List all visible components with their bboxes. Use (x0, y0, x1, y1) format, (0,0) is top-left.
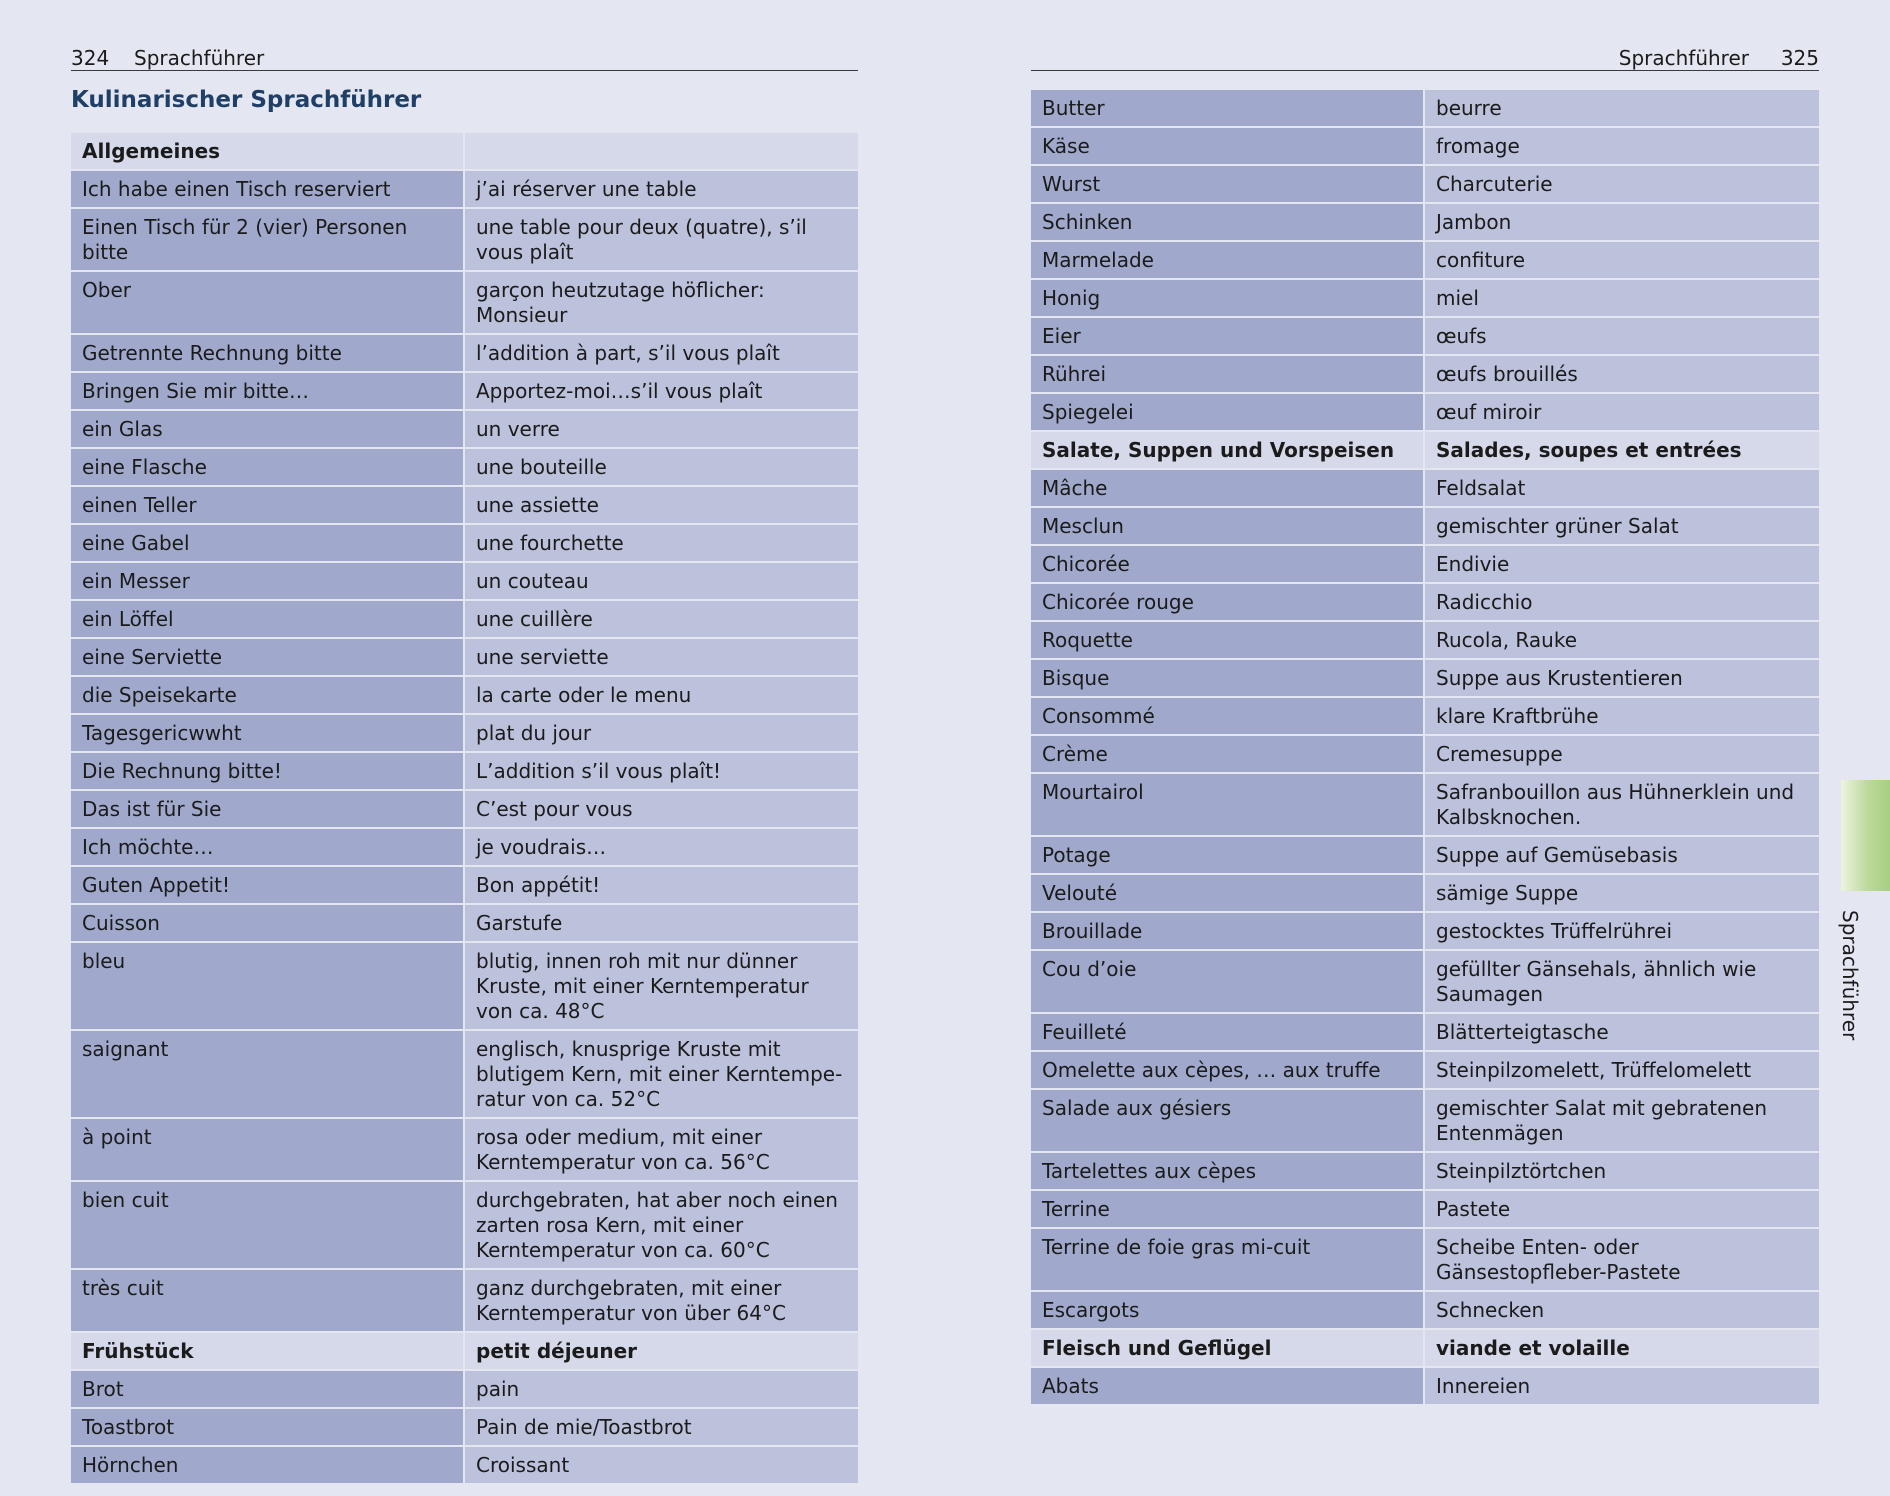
german-cell: ein Löffel (71, 600, 464, 638)
french-cell: Suppe auf Gemüsebasis (1424, 836, 1819, 874)
table-row (1031, 165, 1819, 203)
section-header-row (1031, 1329, 1819, 1367)
french-cell: gestocktes Trüffelrührei (1424, 912, 1819, 950)
french-cell: C’est pour vous (464, 790, 858, 828)
german-cell: die Speisekarte (71, 676, 464, 714)
page-header (1031, 38, 1819, 71)
french-cell: une serviette (464, 638, 858, 676)
french-cell: la carte oder le menu (464, 676, 858, 714)
table-row (1031, 90, 1819, 127)
table-row (71, 271, 858, 334)
table-row (1031, 1152, 1819, 1190)
german-cell: Omelette aux cèpes, … aux truffe (1031, 1051, 1424, 1089)
table-row (71, 372, 858, 410)
german-cell: Käse (1031, 127, 1424, 165)
table-row (71, 1118, 858, 1181)
french-cell: une fourchette (464, 524, 858, 562)
german-cell: Schinken (1031, 203, 1424, 241)
french-cell: Rucola, Rauke (1424, 621, 1819, 659)
german-cell: saignant (71, 1030, 464, 1118)
german-cell: Crème (1031, 735, 1424, 773)
french-cell: Radicchio (1424, 583, 1819, 621)
french-cell (464, 133, 858, 170)
section-header-row (1031, 431, 1819, 469)
german-cell: Guten Appetit! (71, 866, 464, 904)
table-row (71, 600, 858, 638)
german-cell: ein Messer (71, 562, 464, 600)
table-row (1031, 874, 1819, 912)
french-cell: blutig, innen roh mit nur dünner Kruste, mit einer Kerntemperatur von ca. 48°C (464, 942, 858, 1030)
french-cell: gemischter grüner Salat (1424, 507, 1819, 545)
french-cell: Suppe aus Krustentieren (1424, 659, 1819, 697)
french-cell: Endivie (1424, 545, 1819, 583)
german-cell: Eier (1031, 317, 1424, 355)
table-row (1031, 241, 1819, 279)
french-cell: Apportez-moi…s’il vous plaît (464, 372, 858, 410)
french-cell: Blätterteigtasche (1424, 1013, 1819, 1051)
german-cell: Ober (71, 271, 464, 334)
table-row (1031, 127, 1819, 165)
page-number: 325 (1780, 46, 1819, 70)
table-row (71, 752, 858, 790)
french-cell: Salades, soupes et entrées (1424, 431, 1819, 469)
table-row (1031, 583, 1819, 621)
german-cell: Einen Tisch für 2 (vier) Personen bitte (71, 208, 464, 271)
page-number: 324 (71, 46, 110, 70)
french-cell: j’ai réserver une table (464, 170, 858, 208)
french-cell: œufs brouillés (1424, 355, 1819, 393)
french-cell: œufs (1424, 317, 1819, 355)
table-row (1031, 317, 1819, 355)
table-row (71, 1408, 858, 1446)
french-cell: gemischter Salat mit gebratenen Entenmägen (1424, 1089, 1819, 1152)
table-row (1031, 1051, 1819, 1089)
german-cell: Butter (1031, 90, 1424, 127)
german-cell: Potage (1031, 836, 1424, 874)
french-cell: Schnecken (1424, 1291, 1819, 1329)
french-cell: fromage (1424, 127, 1819, 165)
table-row (1031, 545, 1819, 583)
french-cell: une bouteille (464, 448, 858, 486)
german-cell: Toastbrot (71, 1408, 464, 1446)
table-row (71, 828, 858, 866)
german-cell: Brouillade (1031, 912, 1424, 950)
table-row (71, 866, 858, 904)
french-cell: Safranbouillon aus Hühnerklein und Kalbsknochen. (1424, 773, 1819, 836)
french-cell: plat du jour (464, 714, 858, 752)
french-cell: viande et volaille (1424, 1329, 1819, 1367)
german-cell: Consommé (1031, 697, 1424, 735)
table-row (71, 334, 858, 372)
french-cell: Steinpilztörtchen (1424, 1152, 1819, 1190)
french-cell: Croissant (464, 1446, 858, 1484)
table-row (71, 790, 858, 828)
french-cell: ganz durchgebraten, mit einer Kerntemperatur von über 64°C (464, 1269, 858, 1332)
table-row (71, 208, 858, 271)
german-cell: Das ist für Sie (71, 790, 464, 828)
table-row (1031, 735, 1819, 773)
table-row (1031, 1291, 1819, 1329)
french-cell: rosa oder medium, mit einer Kerntemperatur von ca. 56°C (464, 1118, 858, 1181)
french-cell: Steinpilzomelett, Trüffelomelett (1424, 1051, 1819, 1089)
german-cell: Salade aux gésiers (1031, 1089, 1424, 1152)
french-cell: L’addition s’il vous plaît! (464, 752, 858, 790)
french-cell: Pain de mie/Toastbrot (464, 1408, 858, 1446)
german-cell: Ich möchte… (71, 828, 464, 866)
french-cell: une cuillère (464, 600, 858, 638)
page-header (71, 38, 858, 71)
table-row (1031, 950, 1819, 1013)
french-cell: englisch, knusprige Kruste mit blutigem Kern, mit einer Kerntemperatur von ca. 52°C (464, 1030, 858, 1118)
french-cell: Charcuterie (1424, 165, 1819, 203)
german-cell: Mesclun (1031, 507, 1424, 545)
german-cell: Hörnchen (71, 1446, 464, 1484)
german-cell: Terrine de foie gras mi-cuit (1031, 1228, 1424, 1291)
table-row (71, 1181, 858, 1269)
german-cell: eine Serviette (71, 638, 464, 676)
german-cell: bleu (71, 942, 464, 1030)
table-row (71, 486, 858, 524)
french-cell: durchgebraten, hat aber noch einen zarten rosa Kern, mit einer Kerntemperatur von ca. 60°C (464, 1181, 858, 1269)
german-cell: Terrine (1031, 1190, 1424, 1228)
table-row (71, 1370, 858, 1408)
table-row (71, 1269, 858, 1332)
german-cell: Cuisson (71, 904, 464, 942)
table-row (1031, 621, 1819, 659)
german-cell: bien cuit (71, 1181, 464, 1269)
french-cell: Feldsalat (1424, 469, 1819, 507)
table-row (1031, 659, 1819, 697)
french-cell: l’addition à part, s’il vous plaît (464, 334, 858, 372)
table-row (1031, 1228, 1819, 1291)
german-cell: Brot (71, 1370, 464, 1408)
german-cell: Spiegelei (1031, 393, 1424, 431)
table-row (1031, 697, 1819, 735)
french-cell: gefüllter Gänsehals, ähnlich wie Saumagen (1424, 950, 1819, 1013)
table-row (1031, 1089, 1819, 1152)
table-row (1031, 836, 1819, 874)
section-header-row (71, 1332, 858, 1370)
french-cell: une assiette (464, 486, 858, 524)
german-cell: Honig (1031, 279, 1424, 317)
table-row (71, 1446, 858, 1484)
french-cell: confiture (1424, 241, 1819, 279)
french-cell: Bon appétit! (464, 866, 858, 904)
french-cell: garçon heutzutage höflicher: Monsieur (464, 271, 858, 334)
german-cell: à point (71, 1118, 464, 1181)
running-title: Sprachführer (1618, 46, 1749, 70)
german-cell: ein Glas (71, 410, 464, 448)
german-cell: Die Rechnung bitte! (71, 752, 464, 790)
table-row (71, 170, 858, 208)
table-row (71, 448, 858, 486)
table-row (1031, 1013, 1819, 1051)
chapter-tab (1841, 780, 1890, 891)
french-cell: klare Kraftbrühe (1424, 697, 1819, 735)
german-cell: Cou d’oie (1031, 950, 1424, 1013)
french-cell: petit déjeuner (464, 1332, 858, 1370)
table-row (71, 524, 858, 562)
section-title: Kulinarischer Sprachführer (71, 87, 422, 113)
table-row (71, 562, 858, 600)
german-cell: Fleisch und Geflügel (1031, 1329, 1424, 1367)
german-cell: Ich habe einen Tisch reserviert (71, 170, 464, 208)
german-cell: Mourtairol (1031, 773, 1424, 836)
french-cell: une table pour deux (quatre), s’il vous plaît (464, 208, 858, 271)
german-cell: Bringen Sie mir bitte… (71, 372, 464, 410)
german-cell: Velouté (1031, 874, 1424, 912)
table-row (1031, 507, 1819, 545)
german-cell: Tartelettes aux cèpes (1031, 1152, 1424, 1190)
french-cell: beurre (1424, 90, 1819, 127)
table-row (1031, 773, 1819, 836)
french-cell: je voudrais… (464, 828, 858, 866)
french-cell: Jambon (1424, 203, 1819, 241)
table-row (71, 410, 858, 448)
french-cell: sämige Suppe (1424, 874, 1819, 912)
german-cell: Bisque (1031, 659, 1424, 697)
german-cell: Frühstück (71, 1332, 464, 1370)
german-cell: Abats (1031, 1367, 1424, 1405)
french-cell: Cremesuppe (1424, 735, 1819, 773)
phrase-table-right (1031, 90, 1819, 1406)
french-cell: Garstufe (464, 904, 858, 942)
german-cell: Wurst (1031, 165, 1424, 203)
french-cell: miel (1424, 279, 1819, 317)
table-row (71, 942, 858, 1030)
german-cell: très cuit (71, 1269, 464, 1332)
table-row (71, 714, 858, 752)
german-cell: Tagesgericwwht (71, 714, 464, 752)
french-cell: un couteau (464, 562, 858, 600)
chapter-tab-label: Sprachführer (1838, 910, 1862, 1041)
running-title: Sprachführer (134, 46, 265, 70)
german-cell: Feuilleté (1031, 1013, 1424, 1051)
table-row (1031, 355, 1819, 393)
table-row (71, 676, 858, 714)
table-row (1031, 1190, 1819, 1228)
table-row (1031, 279, 1819, 317)
german-cell: Roquette (1031, 621, 1424, 659)
german-cell: einen Teller (71, 486, 464, 524)
german-cell: Salate, Suppen und Vorspeisen (1031, 431, 1424, 469)
table-row (1031, 203, 1819, 241)
section-header-row (71, 133, 858, 170)
table-row (71, 904, 858, 942)
german-cell: Marmelade (1031, 241, 1424, 279)
table-row (71, 638, 858, 676)
french-cell: Innereien (1424, 1367, 1819, 1405)
german-cell: Mâche (1031, 469, 1424, 507)
french-cell: Pastete (1424, 1190, 1819, 1228)
french-cell: œuf miroir (1424, 393, 1819, 431)
french-cell: Scheibe Enten- oder Gänsestopfleber-Pastete (1424, 1228, 1819, 1291)
table-row (1031, 912, 1819, 950)
table-row (1031, 1367, 1819, 1405)
german-cell: eine Gabel (71, 524, 464, 562)
table-row (1031, 469, 1819, 507)
french-cell: pain (464, 1370, 858, 1408)
french-cell: un verre (464, 410, 858, 448)
german-cell: Allgemeines (71, 133, 464, 170)
phrase-table-left (71, 133, 858, 1485)
german-cell: eine Flasche (71, 448, 464, 486)
german-cell: Getrennte Rechnung bitte (71, 334, 464, 372)
table-row (71, 1030, 858, 1118)
german-cell: Chicorée rouge (1031, 583, 1424, 621)
table-row (1031, 393, 1819, 431)
german-cell: Rührei (1031, 355, 1424, 393)
german-cell: Escargots (1031, 1291, 1424, 1329)
german-cell: Chicorée (1031, 545, 1424, 583)
